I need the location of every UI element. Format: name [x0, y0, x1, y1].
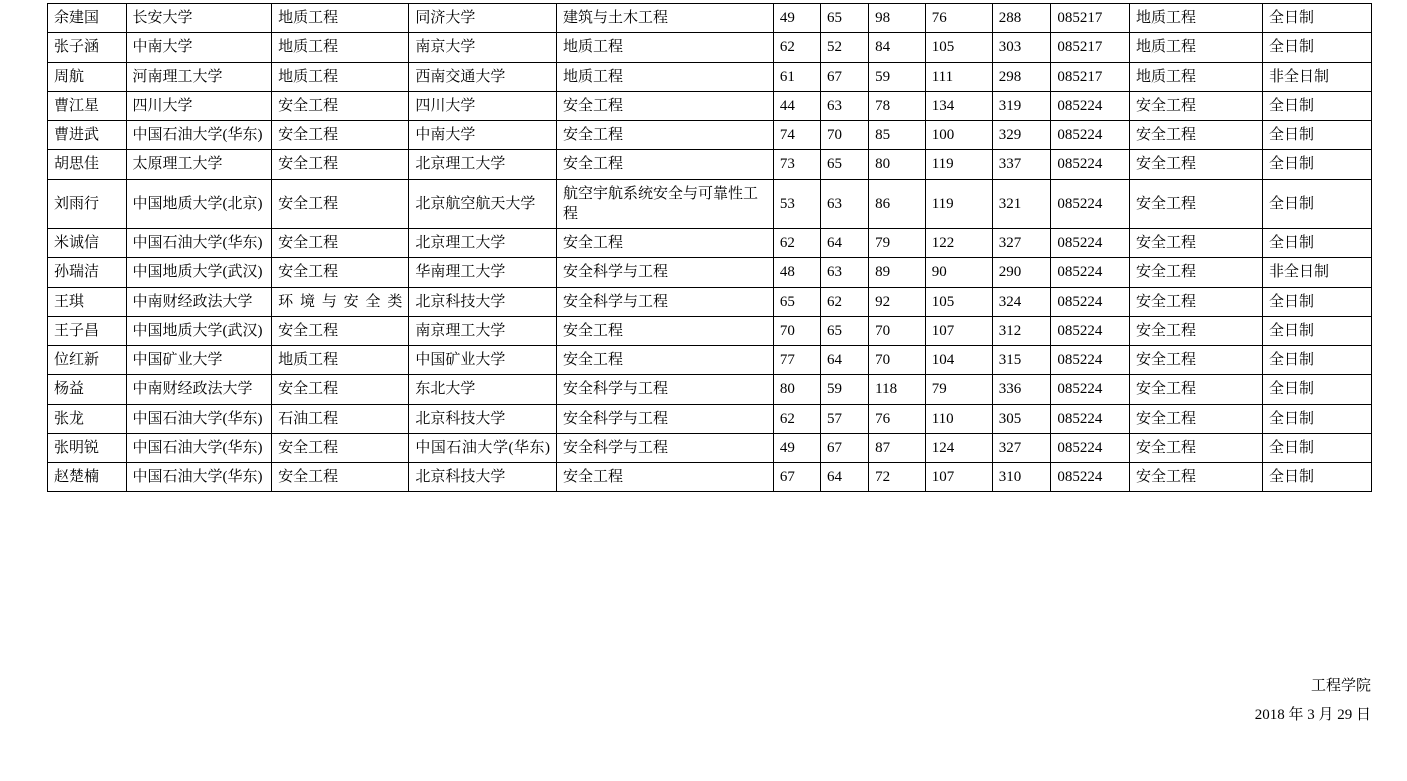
table-cell-name: 曹江星 — [48, 91, 127, 120]
table-cell-undergrad_school: 河南理工大学 — [126, 62, 272, 91]
table-cell-admit_major: 安全科学与工程 — [557, 287, 774, 316]
table-cell-field_major: 安全工程 — [1129, 346, 1262, 375]
table-cell-undergrad_major: 地质工程 — [272, 33, 409, 62]
table-cell-mode: 全日制 — [1262, 179, 1371, 229]
table-cell-undergrad_major: 地质工程 — [272, 4, 409, 33]
table-cell-admit_school: 东北大学 — [409, 375, 557, 404]
table-cell-s4: 105 — [925, 287, 992, 316]
table-cell-mode: 全日制 — [1262, 229, 1371, 258]
table-cell-mode: 全日制 — [1262, 316, 1371, 345]
table-cell-admit_school: 北京科技大学 — [409, 287, 557, 316]
table-cell-s2: 65 — [820, 4, 868, 33]
table-cell-total: 290 — [992, 258, 1051, 287]
table-cell-mode: 全日制 — [1262, 33, 1371, 62]
table-row — [48, 91, 1372, 120]
table-cell-mode: 全日制 — [1262, 287, 1371, 316]
table-cell-name: 余建国 — [48, 4, 127, 33]
table-cell-admit_major: 建筑与土木工程 — [557, 4, 774, 33]
table-cell-mode: 全日制 — [1262, 150, 1371, 179]
table-cell-code: 085217 — [1051, 4, 1130, 33]
table-cell-undergrad_major: 安全工程 — [272, 258, 409, 287]
table-row — [48, 346, 1372, 375]
table-cell-admit_major: 安全工程 — [557, 316, 774, 345]
table-cell-s1: 73 — [773, 150, 820, 179]
table-cell-field_major: 地质工程 — [1129, 4, 1262, 33]
table-cell-undergrad_school: 中国石油大学(华东) — [126, 463, 272, 492]
table-cell-code: 085224 — [1051, 287, 1130, 316]
table-cell-admit_school: 西南交通大学 — [409, 62, 557, 91]
table-cell-s2: 63 — [820, 258, 868, 287]
table-cell-undergrad_major: 安全工程 — [272, 316, 409, 345]
table-cell-admit_major: 安全工程 — [557, 121, 774, 150]
table-cell-undergrad_major: 安全工程 — [272, 433, 409, 462]
admissions-table — [47, 3, 1372, 492]
table-cell-total: 321 — [992, 179, 1051, 229]
table-cell-s3: 70 — [869, 346, 926, 375]
table-cell-admit_major: 地质工程 — [557, 62, 774, 91]
table-cell-total: 303 — [992, 33, 1051, 62]
table-cell-undergrad_school: 中国石油大学(华东) — [126, 229, 272, 258]
table-cell-code: 085224 — [1051, 150, 1130, 179]
table-cell-s2: 65 — [820, 316, 868, 345]
table-cell-s1: 48 — [773, 258, 820, 287]
table-row — [48, 258, 1372, 287]
table-cell-field_major: 地质工程 — [1129, 33, 1262, 62]
table-cell-mode: 非全日制 — [1262, 62, 1371, 91]
table-cell-code: 085224 — [1051, 179, 1130, 229]
table-cell-undergrad_school: 四川大学 — [126, 91, 272, 120]
table-row — [48, 179, 1372, 229]
table-cell-s3: 79 — [869, 229, 926, 258]
table-cell-mode: 非全日制 — [1262, 258, 1371, 287]
table-cell-field_major: 安全工程 — [1129, 404, 1262, 433]
table-cell-s4: 111 — [925, 62, 992, 91]
table-cell-total: 327 — [992, 229, 1051, 258]
table-cell-undergrad_school: 中国地质大学(武汉) — [126, 316, 272, 345]
table-cell-total: 315 — [992, 346, 1051, 375]
table-cell-admit_major: 航空宇航系统安全与可靠性工程 — [557, 179, 774, 229]
table-cell-s4: 104 — [925, 346, 992, 375]
table-cell-undergrad_major: 石油工程 — [272, 404, 409, 433]
table-cell-field_major: 安全工程 — [1129, 229, 1262, 258]
table-cell-name: 王子昌 — [48, 316, 127, 345]
table-cell-undergrad_major: 安全工程 — [272, 150, 409, 179]
table-cell-name: 胡思佳 — [48, 150, 127, 179]
table-cell-total: 319 — [992, 91, 1051, 120]
table-cell-code: 085224 — [1051, 229, 1130, 258]
table-cell-s2: 57 — [820, 404, 868, 433]
table-row — [48, 33, 1372, 62]
table-cell-field_major: 安全工程 — [1129, 287, 1262, 316]
table-cell-mode: 全日制 — [1262, 404, 1371, 433]
table-cell-s3: 86 — [869, 179, 926, 229]
table-cell-mode: 全日制 — [1262, 433, 1371, 462]
table-cell-name: 王琪 — [48, 287, 127, 316]
table-body — [48, 4, 1372, 492]
table-cell-s1: 44 — [773, 91, 820, 120]
table-cell-total: 324 — [992, 287, 1051, 316]
table-cell-code: 085217 — [1051, 62, 1130, 91]
table-cell-name: 位红新 — [48, 346, 127, 375]
table-cell-undergrad_school: 中南财经政法大学 — [126, 375, 272, 404]
table-cell-total: 288 — [992, 4, 1051, 33]
table-cell-s4: 79 — [925, 375, 992, 404]
table-cell-admit_major: 安全工程 — [557, 346, 774, 375]
table-cell-s3: 84 — [869, 33, 926, 62]
table-cell-admit_school: 中国矿业大学 — [409, 346, 557, 375]
table-cell-admit_school: 中南大学 — [409, 121, 557, 150]
table-cell-s1: 70 — [773, 316, 820, 345]
table-cell-field_major: 安全工程 — [1129, 150, 1262, 179]
table-row — [48, 4, 1372, 33]
table-cell-code: 085224 — [1051, 346, 1130, 375]
table-cell-admit_major: 安全科学与工程 — [557, 433, 774, 462]
table-cell-mode: 全日制 — [1262, 463, 1371, 492]
table-cell-undergrad_major: 安全工程 — [272, 375, 409, 404]
table-cell-field_major: 安全工程 — [1129, 121, 1262, 150]
table-cell-undergrad_major: 安全工程 — [272, 179, 409, 229]
table-cell-name: 孙瑞洁 — [48, 258, 127, 287]
table-cell-code: 085224 — [1051, 121, 1130, 150]
table-cell-s4: 119 — [925, 150, 992, 179]
table-row — [48, 316, 1372, 345]
table-cell-undergrad_school: 太原理工大学 — [126, 150, 272, 179]
table-cell-s4: 134 — [925, 91, 992, 120]
table-cell-mode: 全日制 — [1262, 375, 1371, 404]
table-cell-name: 米诚信 — [48, 229, 127, 258]
table-cell-name: 周航 — [48, 62, 127, 91]
table-cell-name: 曹进武 — [48, 121, 127, 150]
table-cell-s3: 118 — [869, 375, 926, 404]
table-cell-mode: 全日制 — [1262, 346, 1371, 375]
table-cell-s3: 78 — [869, 91, 926, 120]
table-cell-admit_school: 华南理工大学 — [409, 258, 557, 287]
table-cell-s1: 62 — [773, 229, 820, 258]
table-row — [48, 375, 1372, 404]
table-cell-admit_school: 北京航空航天大学 — [409, 179, 557, 229]
table-cell-code: 085217 — [1051, 33, 1130, 62]
table-cell-name: 张龙 — [48, 404, 127, 433]
table-cell-admit_major: 安全工程 — [557, 91, 774, 120]
table-cell-name: 刘雨行 — [48, 179, 127, 229]
table-cell-total: 337 — [992, 150, 1051, 179]
table-cell-s4: 110 — [925, 404, 992, 433]
table-cell-s1: 80 — [773, 375, 820, 404]
table-cell-admit_major: 安全工程 — [557, 150, 774, 179]
table-cell-undergrad_school: 中国石油大学(华东) — [126, 433, 272, 462]
table-cell-total: 312 — [992, 316, 1051, 345]
table-cell-s1: 74 — [773, 121, 820, 150]
table-cell-s1: 65 — [773, 287, 820, 316]
table-cell-s2: 64 — [820, 229, 868, 258]
table-cell-code: 085224 — [1051, 375, 1130, 404]
table-cell-s3: 87 — [869, 433, 926, 462]
table-cell-name: 张子涵 — [48, 33, 127, 62]
table-cell-admit_school: 南京理工大学 — [409, 316, 557, 345]
table-cell-admit_major: 地质工程 — [557, 33, 774, 62]
table-cell-undergrad_school: 中南大学 — [126, 33, 272, 62]
table-cell-s4: 122 — [925, 229, 992, 258]
table-cell-total: 336 — [992, 375, 1051, 404]
table-cell-undergrad_school: 中国石油大学(华东) — [126, 404, 272, 433]
table-cell-s3: 70 — [869, 316, 926, 345]
table-cell-s3: 76 — [869, 404, 926, 433]
table-cell-field_major: 安全工程 — [1129, 179, 1262, 229]
table-cell-code: 085224 — [1051, 91, 1130, 120]
table-cell-code: 085224 — [1051, 258, 1130, 287]
table-cell-s3: 89 — [869, 258, 926, 287]
table-cell-total: 310 — [992, 463, 1051, 492]
table-cell-admit_school: 北京科技大学 — [409, 404, 557, 433]
table-cell-s2: 62 — [820, 287, 868, 316]
table-cell-mode: 全日制 — [1262, 4, 1371, 33]
table-cell-total: 298 — [992, 62, 1051, 91]
table-row — [48, 62, 1372, 91]
table-row — [48, 404, 1372, 433]
footer-date: 2018 年 3 月 29 日 — [1254, 706, 1371, 723]
table-cell-undergrad_school: 中南财经政法大学 — [126, 287, 272, 316]
table-cell-s4: 100 — [925, 121, 992, 150]
table-row — [48, 463, 1372, 492]
table-cell-undergrad_school: 长安大学 — [126, 4, 272, 33]
table-cell-code: 085224 — [1051, 463, 1130, 492]
table-cell-s3: 59 — [869, 62, 926, 91]
table-cell-mode: 全日制 — [1262, 121, 1371, 150]
table-cell-s4: 90 — [925, 258, 992, 287]
table-cell-field_major: 安全工程 — [1129, 433, 1262, 462]
table-cell-undergrad_major: 安全工程 — [272, 229, 409, 258]
table-cell-s2: 63 — [820, 91, 868, 120]
table-cell-s2: 52 — [820, 33, 868, 62]
table-cell-s2: 59 — [820, 375, 868, 404]
table-cell-s3: 92 — [869, 287, 926, 316]
table-cell-admit_major: 安全科学与工程 — [557, 375, 774, 404]
table-row — [48, 121, 1372, 150]
table-cell-s2: 67 — [820, 433, 868, 462]
table-cell-s2: 65 — [820, 150, 868, 179]
table-cell-mode: 全日制 — [1262, 91, 1371, 120]
table-cell-total: 327 — [992, 433, 1051, 462]
table-cell-total: 329 — [992, 121, 1051, 150]
table-cell-code: 085224 — [1051, 433, 1130, 462]
table-row — [48, 150, 1372, 179]
table-cell-s4: 107 — [925, 316, 992, 345]
table-cell-s1: 53 — [773, 179, 820, 229]
footer-college: 工程学院 — [1310, 678, 1371, 694]
table-cell-undergrad_major: 地质工程 — [272, 62, 409, 91]
table-cell-undergrad_major: 安全工程 — [272, 121, 409, 150]
table-cell-field_major: 地质工程 — [1129, 62, 1262, 91]
table-cell-s1: 49 — [773, 4, 820, 33]
table-cell-name: 赵楚楠 — [48, 463, 127, 492]
table-cell-admit_school: 北京理工大学 — [409, 150, 557, 179]
table-cell-undergrad_major: 地质工程 — [272, 346, 409, 375]
table-cell-s2: 64 — [820, 346, 868, 375]
table-cell-s2: 63 — [820, 179, 868, 229]
table-cell-undergrad_school: 中国石油大学(华东) — [126, 121, 272, 150]
table-cell-admit_school: 同济大学 — [409, 4, 557, 33]
table-cell-s2: 70 — [820, 121, 868, 150]
table-cell-s1: 49 — [773, 433, 820, 462]
document-footer — [1255, 672, 1371, 729]
table-cell-s4: 76 — [925, 4, 992, 33]
table-cell-admit_major: 安全科学与工程 — [557, 404, 774, 433]
table-cell-s4: 119 — [925, 179, 992, 229]
table-cell-code: 085224 — [1051, 404, 1130, 433]
table-cell-s3: 85 — [869, 121, 926, 150]
table-cell-code: 085224 — [1051, 316, 1130, 345]
table-cell-field_major: 安全工程 — [1129, 463, 1262, 492]
table-cell-admit_school: 北京理工大学 — [409, 229, 557, 258]
table-cell-s4: 124 — [925, 433, 992, 462]
table-row — [48, 287, 1372, 316]
table-cell-s3: 80 — [869, 150, 926, 179]
table-cell-field_major: 安全工程 — [1129, 258, 1262, 287]
table-cell-s1: 61 — [773, 62, 820, 91]
table-cell-s3: 98 — [869, 4, 926, 33]
table-cell-field_major: 安全工程 — [1129, 316, 1262, 345]
table-cell-s3: 72 — [869, 463, 926, 492]
table-cell-s1: 62 — [773, 404, 820, 433]
table-cell-admit_major: 安全工程 — [557, 229, 774, 258]
table-row — [48, 433, 1372, 462]
table-cell-s1: 62 — [773, 33, 820, 62]
table-cell-name: 张明锐 — [48, 433, 127, 462]
table-cell-undergrad_major: 安全工程 — [272, 91, 409, 120]
table-cell-undergrad_major: 安全工程 — [272, 463, 409, 492]
table-cell-field_major: 安全工程 — [1129, 375, 1262, 404]
table-cell-undergrad_major: 环境与安全类 — [272, 287, 409, 316]
table-row — [48, 229, 1372, 258]
table-cell-s4: 105 — [925, 33, 992, 62]
table-cell-undergrad_school: 中国地质大学(武汉) — [126, 258, 272, 287]
table-cell-undergrad_school: 中国地质大学(北京) — [126, 179, 272, 229]
table-cell-s1: 67 — [773, 463, 820, 492]
table-cell-undergrad_school: 中国矿业大学 — [126, 346, 272, 375]
table-cell-s4: 107 — [925, 463, 992, 492]
table-cell-admit_school: 北京科技大学 — [409, 463, 557, 492]
table-cell-admit_school: 中国石油大学(华东) — [409, 433, 557, 462]
table-cell-name: 杨益 — [48, 375, 127, 404]
table-cell-s2: 67 — [820, 62, 868, 91]
table-cell-s1: 77 — [773, 346, 820, 375]
table-cell-s2: 64 — [820, 463, 868, 492]
table-cell-admit_major: 安全科学与工程 — [557, 258, 774, 287]
table-cell-total: 305 — [992, 404, 1051, 433]
table-cell-admit_school: 四川大学 — [409, 91, 557, 120]
table-cell-admit_major: 安全工程 — [557, 463, 774, 492]
table-cell-admit_school: 南京大学 — [409, 33, 557, 62]
table-cell-field_major: 安全工程 — [1129, 91, 1262, 120]
